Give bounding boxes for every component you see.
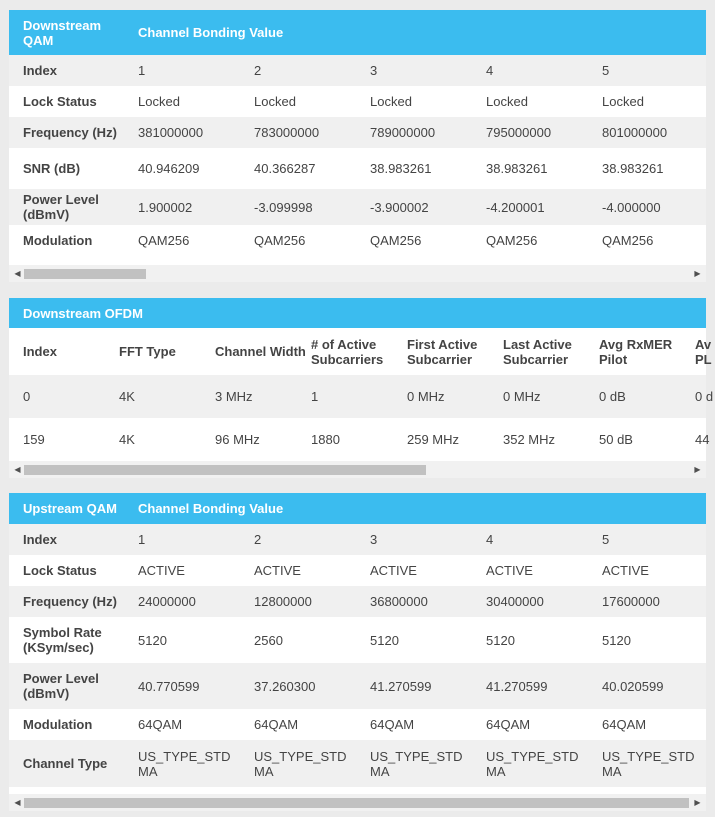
value-cell: Locked <box>370 94 412 109</box>
value-cell: 96 MHz <box>215 432 260 447</box>
downstream-ofdm-scrollbar[interactable] <box>9 461 706 478</box>
upstream-qam-row <box>9 586 706 617</box>
upstream-qam-row <box>9 663 706 709</box>
column-header: Avg RxMER Pilot <box>599 336 673 367</box>
value-cell: 2 <box>254 532 262 547</box>
scroll-right-arrow-icon[interactable]: ▶ <box>694 465 701 474</box>
value-cell: Locked <box>138 94 180 109</box>
value-cell: 3 <box>370 532 378 547</box>
value-cell: 0 MHz <box>503 389 541 404</box>
value-cell: 1 <box>311 389 319 404</box>
value-cell: 30400000 <box>486 594 544 609</box>
downstream-ofdm-row <box>9 375 714 418</box>
value-cell: US_TYPE_STDMA <box>254 748 347 779</box>
value-cell: -3.099998 <box>254 199 313 215</box>
value-cell: 37.260300 <box>254 678 316 694</box>
upstream-qam-title: Upstream QAM <box>23 501 117 516</box>
value-cell: 3 MHz <box>215 389 253 404</box>
value-cell: 40.770599 <box>138 678 200 694</box>
value-cell: 40.366287 <box>254 161 316 176</box>
downstream-qam-row <box>9 86 706 117</box>
value-cell: 64QAM <box>254 717 299 732</box>
value-cell: -3.900002 <box>370 199 429 215</box>
scroll-right-arrow-icon[interactable]: ▶ <box>694 798 701 807</box>
value-cell: 5120 <box>602 632 631 648</box>
value-cell: QAM256 <box>486 233 538 248</box>
value-cell: 40.020599 <box>602 678 664 694</box>
upstream-qam-row <box>9 555 706 586</box>
value-cell: 41.270599 <box>370 678 432 694</box>
value-cell: 352 MHz <box>503 432 556 447</box>
row-label: Power Level (dBmV) <box>23 192 99 222</box>
scrollbar-thumb[interactable] <box>24 269 146 279</box>
downstream-ofdm-table <box>9 298 714 461</box>
value-cell: 789000000 <box>370 125 436 140</box>
row-label: Index <box>23 63 57 78</box>
row-label: Lock Status <box>23 94 97 109</box>
value-cell: 0 dB <box>599 389 626 404</box>
downstream-ofdm-column-header-row <box>9 328 712 375</box>
value-cell: 17600000 <box>602 594 660 609</box>
value-cell: 1880 <box>311 432 340 447</box>
value-cell: 2560 <box>254 632 283 648</box>
value-cell: Locked <box>254 94 296 109</box>
column-header: Index <box>23 344 57 359</box>
value-cell: 64QAM <box>370 717 415 732</box>
scroll-left-arrow-icon[interactable]: ◀ <box>14 798 21 807</box>
value-cell: 4K <box>119 432 135 447</box>
upstream-qam-panel <box>9 493 706 811</box>
value-cell: 36800000 <box>370 594 428 609</box>
downstream-qam-row <box>9 148 706 189</box>
value-cell: 801000000 <box>602 125 668 140</box>
value-cell: ACTIVE <box>486 563 533 578</box>
upstream-qam-row <box>9 524 706 555</box>
channel-bonding-value-heading: Channel Bonding Value <box>138 501 284 516</box>
value-cell: 64QAM <box>602 717 647 732</box>
downstream-qam-panel <box>9 10 706 282</box>
value-cell: QAM256 <box>602 233 654 248</box>
value-cell: 40.946209 <box>138 161 200 176</box>
row-label: SNR (dB) <box>23 161 81 176</box>
value-cell: QAM256 <box>254 233 306 248</box>
value-cell: 1 <box>138 63 146 78</box>
value-cell: 4K <box>119 389 135 404</box>
column-header: First Active Subcarrier <box>407 336 478 367</box>
value-cell: 0 MHz <box>407 389 445 404</box>
value-cell: 64QAM <box>486 717 531 732</box>
row-label: Modulation <box>23 233 93 248</box>
downstream-qam-title: Downstream QAM <box>23 17 102 48</box>
value-cell: 41.270599 <box>486 678 548 694</box>
value-cell: 1 <box>138 532 146 547</box>
value-cell: US_TYPE_STDMA <box>138 748 231 779</box>
value-cell: ACTIVE <box>602 563 649 578</box>
value-cell: 381000000 <box>138 125 204 140</box>
value-cell: ACTIVE <box>254 563 301 578</box>
value-cell: 2 <box>254 63 262 78</box>
value-cell: 64QAM <box>138 717 183 732</box>
value-cell: QAM256 <box>138 233 190 248</box>
downstream-ofdm-header-row <box>9 298 706 328</box>
column-header: FFT Type <box>119 344 176 359</box>
value-cell: US_TYPE_STDMA <box>486 748 579 779</box>
value-cell: 5120 <box>370 632 399 648</box>
column-header: # of Active Subcarriers <box>311 336 384 367</box>
value-cell: 783000000 <box>254 125 320 140</box>
downstream-qam-row <box>9 225 706 256</box>
downstream-qam-table <box>9 10 706 265</box>
row-label: Index <box>23 532 57 547</box>
value-cell: 12800000 <box>254 594 312 609</box>
upstream-qam-table <box>9 493 706 792</box>
value-cell: 259 MHz <box>407 432 460 447</box>
row-label: Modulation <box>23 717 93 732</box>
upstream-qam-scrollbar[interactable] <box>9 794 706 811</box>
column-header: Last Active Subcarrier <box>503 336 572 367</box>
downstream-ofdm-row <box>9 418 710 461</box>
row-label: Channel Type <box>23 756 108 771</box>
downstream-ofdm-title: Downstream OFDM <box>23 305 143 321</box>
value-cell: Locked <box>602 94 644 109</box>
value-cell: -4.200001 <box>486 199 545 215</box>
downstream-qam-header-row <box>9 10 706 55</box>
row-label: Power Level (dBmV) <box>23 671 99 701</box>
upstream-qam-header-row <box>9 493 706 524</box>
value-cell: US_TYPE_STDMA <box>370 748 463 779</box>
downstream-ofdm-panel <box>9 298 714 478</box>
value-cell: 5 <box>602 63 610 78</box>
value-cell: 50 dB <box>599 432 633 447</box>
upstream-qam-row <box>9 740 706 787</box>
value-cell: 38.983261 <box>486 161 548 176</box>
downstream-qam-row <box>9 117 706 148</box>
column-header: Av PL <box>695 336 712 367</box>
channel-bonding-value-heading: Channel Bonding Value <box>138 25 284 40</box>
upstream-qam-row <box>9 709 706 740</box>
scroll-left-arrow-icon[interactable]: ◀ <box>14 269 21 278</box>
row-label: Lock Status <box>23 563 97 578</box>
value-cell: US_TYPE_STDMA <box>602 748 695 779</box>
value-cell: Locked <box>486 94 528 109</box>
downstream-qam-row <box>9 55 706 86</box>
value-cell: ACTIVE <box>370 563 417 578</box>
row-label: Frequency (Hz) <box>23 594 117 609</box>
value-cell: 5 <box>602 532 610 547</box>
value-cell: QAM256 <box>370 233 422 248</box>
row-label: Frequency (Hz) <box>23 125 117 140</box>
value-cell: 5120 <box>486 632 515 648</box>
downstream-qam-row <box>9 189 706 225</box>
downstream-qam-scrollbar[interactable] <box>9 265 706 282</box>
value-cell: 1.900002 <box>138 199 193 215</box>
value-cell: 38.983261 <box>370 161 432 176</box>
value-cell: 0 d <box>695 389 714 404</box>
value-cell: 3 <box>370 63 378 78</box>
value-cell: -4.000000 <box>602 199 661 215</box>
value-cell: 0 <box>23 389 31 404</box>
value-cell: 159 <box>23 432 45 447</box>
value-cell: 4 <box>486 532 494 547</box>
scroll-left-arrow-icon[interactable]: ◀ <box>14 465 21 474</box>
value-cell: 5120 <box>138 632 167 648</box>
scrollbar-thumb[interactable] <box>24 465 426 475</box>
value-cell: 4 <box>486 63 494 78</box>
value-cell: 24000000 <box>138 594 196 609</box>
scrollbar-thumb[interactable] <box>24 798 689 808</box>
column-header: Channel Width <box>215 344 306 359</box>
row-label: Symbol Rate (KSym/sec) <box>23 625 102 655</box>
value-cell: ACTIVE <box>138 563 185 578</box>
upstream-qam-row <box>9 617 706 663</box>
value-cell: 38.983261 <box>602 161 664 176</box>
value-cell: 44 <box>695 432 710 447</box>
value-cell: 795000000 <box>486 125 552 140</box>
scroll-right-arrow-icon[interactable]: ▶ <box>694 269 701 278</box>
